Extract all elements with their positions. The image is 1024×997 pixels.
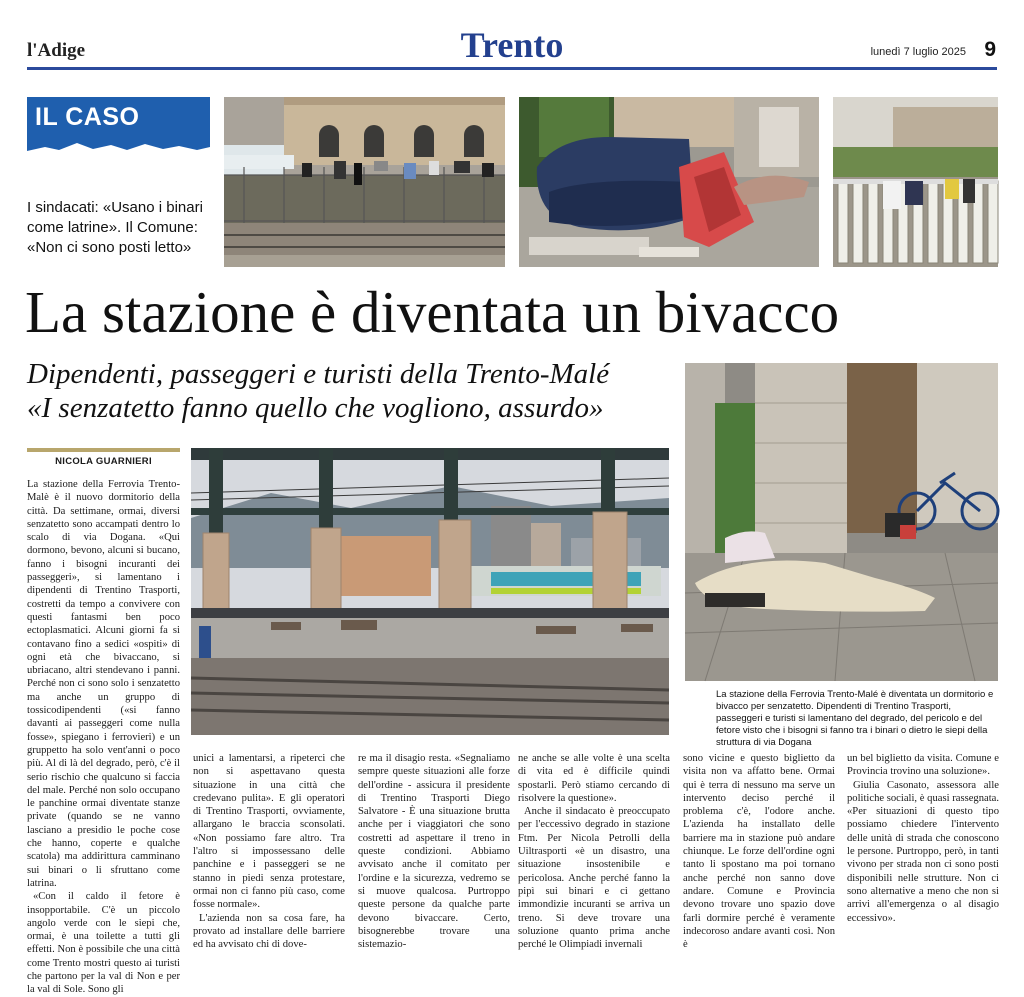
paragraph: re ma il disagio resta. «Segnaliamo sempre queste situazioni alle forze dell'ordine - assicura il presidente di Trentino Trasporti Diego Salvatore - È una situazione brutta anche per i viaggiatori che sono costretti ad aspettare il treno in queste condizioni. Abbiamo avvisato anche il comitato per l'ordine e la sicurezza, vedremo se si muove qualcosa. Purtroppo queste persone da qualche parte devono bivaccare. Certo, bisognerebbe trovare una sistemazio- [358,753,510,951]
masthead [0,0,1024,92]
masthead-rule [27,67,997,70]
byline-rule [27,448,180,452]
photo-station-platform [191,448,669,735]
page-number: 9 [984,38,996,61]
section-title: Trento [460,25,564,65]
paragraph: un bel biglietto da visita. Comune e Provincia trovino una soluzione». [847,753,999,778]
issue-date: lunedì 7 luglio 2025 [870,46,966,58]
kicker-text: I sindacati: «Usano i binari come latrine». Il Comune: «Non ci sono posti letto» [27,199,203,256]
paragraph: ne anche se alle volte è una scelta di vita ed è difficile quindi spostarli. Però stiamo cercando di risolvere la questione». [518,753,670,804]
paragraph: Anche il sindacato è preoccupato per l'eccessivo degrado in stazione Ftm. Per Nicola Petrolli della Uiltrasporti «è un disastro, una situazione insostenibile e pericolosa. Anche perché fanno la pipì sui binari e ci gettano immondizie incuranti se arriva un treno. Si deve trovare una soluzione quanto prima anche perché le Olimpiadi invernali [518,806,670,951]
photo-caption: La stazione della Ferrovia Trento-Malé è diventata un dormitorio e bivacco per senzatetto. Dipendenti di Trentino Trasporti, passeggeri e turisti si lamentano del degrado, del pericolo e del fetore visto che i bisogni si fanno tra i binari o dietro le siepi della struttura di via Dogana [716,689,994,748]
paragraph: Giulia Casonato, assessora alle politiche sociali, è quasi rassegnata. «Per situazioni di questo tipo possiamo chiedere l'intervento delle unità di strada che conoscono le persone. Purtroppo, però, in tanti vivono per strada non ci sono posti disponibili nelle strutture. Non ci sono alternative a meno che non si arrivi all'emergenza o al disagio eccessivo». [847,779,999,924]
photo-clothes-railing [833,97,998,267]
article-column-4 [518,752,670,951]
photo-laundry-fence [224,97,505,267]
mountain-shape-icon [27,137,210,159]
article-column-5 [683,752,835,951]
publication-name: l'Adige [27,40,86,61]
paragraph: unici a lamentarsi, a ripeterci che non si aspettavano questa situazione in una città che credevano pulita». E gli operatori di Trentino Trasporti, ovviamente, allargano le braccia sconsolati. «Non possiamo fare altro. Tra l'altro si impossessano delle panchine e i passeggeri se ne stanno in piedi senza protestare, ormai non ci fanno più caso, come fosse normale». [193,753,345,911]
deck [27,357,677,425]
paragraph: L'azienda non sa cosa fare, ha provato ad installare delle barriere ed ha avvisato chi di dove- [193,912,345,951]
photo-person-sleeping-floor [685,363,998,681]
paragraph: «Con il caldo il fetore è insopportabile. C'è un piccolo angolo verde con le siepi che, ormai, è una toilette a tutti gli effetti. Non è possibile che una città come Trento mostri questo ai turisti che partono per la val di Non e per la val di Sole. Sono gli [27,891,180,996]
deck-line: «I senzatetto fanno quello che vogliono, assurdo» [27,392,604,424]
section-badge [27,97,210,159]
article-column-6 [847,752,999,924]
byline: NICOLA GUARNIERI [55,456,152,467]
main-headline: La stazione è diventata un bivacco [25,279,840,345]
paragraph: La stazione della Ferrovia Trento-Malè è il nuovo dormitorio della città. Da settimane, ormai, diversi senzatetto sono accampati dentro lo scalo di via Dogana. «Qui dormono, bevono, alcuni si bucano, fanno i bisogni incuranti dei passeggeri», si lamentano i dipendenti di Trentino Trasporti, costretti da tempo a convivere con questi fantasmi ben poco ectoplasmatici. Alcuni giorni fa si contavano fino a sedici «ospiti» di ogni età che bivaccano, si ubriacano, altri stendevano i panni. Perché non ci sono solo i senzatetto ma anche un gruppo di tossicodipendenti («si fanno davanti ai passeggeri come nulla fosse», spiegano i ferrovieri) e un gruppetto ha solo vent'anni o poco più. Al di là del degrado, però, c'è il serio rischio che qualcuno si faccia del male. Perché non solo occupano le panchine ormai diventate stanze private (quando se ne vanno lasciano a presidio le poche cose che hanno, coperte e qualche scatola) ma addirittura camminano sui binari o li sfruttano come latrina. [27,479,180,889]
paragraph: sono vicine e questo biglietto da visita non va affatto bene. Ormai qui è terra di nessuno ma serve un intervento deciso perché il problema c'è, l'odore anche. L'azienda ha installato delle barriere ma in stazione può andare chiunque. Le forze dell'ordine ogni tanto li spostano ma poi tornano anche perché non sanno dove andare. Comune e Provincia devono trovare uno spazio dove farli dormire perché è veramente indecoroso andare avanti così. Non è [683,753,835,951]
article-column-3 [358,752,510,951]
photo-sleeping-bags-pillar [519,97,819,267]
article-column-2 [193,752,345,951]
article-column-1 [27,478,180,996]
deck-line: Dipendenti, passeggeri e turisti della Trento-Malé [27,358,610,390]
section-badge-label: IL CASO [35,103,140,131]
